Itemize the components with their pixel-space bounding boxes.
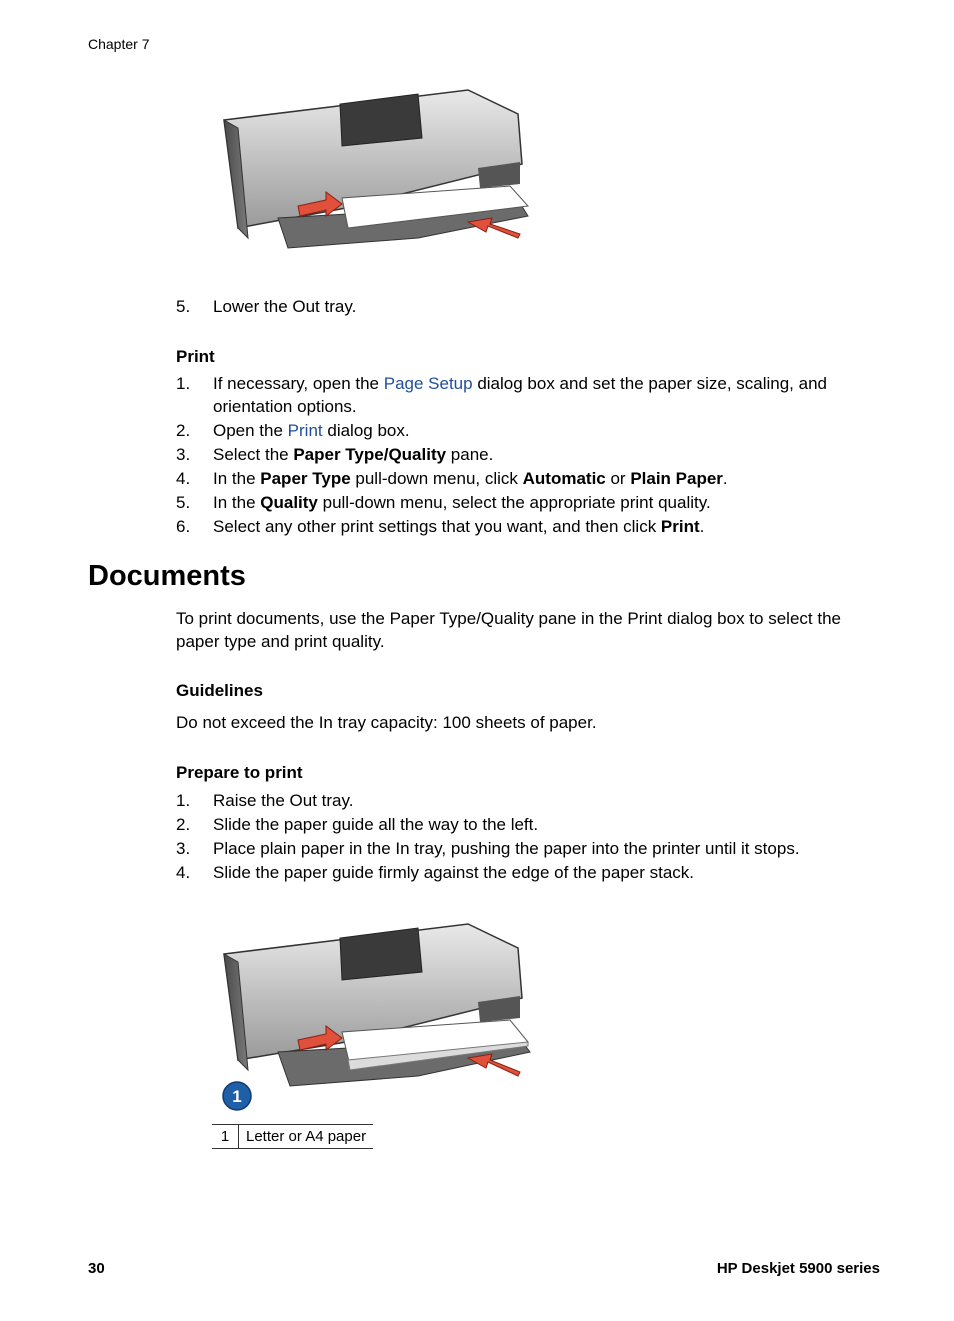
step-number: 3. bbox=[176, 445, 191, 464]
step-text: Slide the paper guide firmly against the edge of the paper stack. bbox=[213, 863, 695, 882]
list-item bbox=[176, 491, 876, 514]
step-text: pull-down menu, select the appropriate print quality. bbox=[317, 493, 711, 512]
ui-term: Automatic bbox=[522, 469, 606, 488]
product-name: HP Deskjet 5900 series bbox=[716, 1260, 880, 1277]
printer-out-tray-illustration-icon bbox=[218, 88, 538, 258]
callout-1-badge-icon bbox=[223, 1082, 251, 1110]
callout-table bbox=[212, 1124, 373, 1149]
step-text: Place plain paper in the In tray, pushing the paper into the printer until it stops. bbox=[213, 839, 800, 858]
step-text: Slide the paper guide all the way to the left. bbox=[213, 815, 539, 834]
print-link[interactable]: Print bbox=[287, 421, 323, 440]
list-item bbox=[176, 467, 876, 490]
table-row bbox=[212, 1125, 373, 1149]
ui-term: Paper Type/Quality bbox=[293, 445, 447, 464]
step-number: 5. bbox=[176, 493, 191, 512]
step-text: dialog box. bbox=[322, 421, 410, 440]
ui-term: Paper Type bbox=[260, 469, 351, 488]
step-text: Select any other print settings that you want, and then click bbox=[213, 517, 661, 536]
step-text: dialog box and set the paper size, scaling, and orientation options. bbox=[213, 374, 827, 416]
list-item bbox=[176, 295, 876, 318]
step-number: 2. bbox=[176, 815, 191, 834]
callout-number: 1 bbox=[212, 1125, 239, 1149]
prepare-heading: Prepare to print bbox=[176, 763, 303, 782]
page-number: 30 bbox=[88, 1260, 105, 1277]
step-text: If necessary, open the bbox=[213, 374, 384, 393]
step-text: or bbox=[605, 469, 631, 488]
step-text: pull-down menu, click bbox=[350, 469, 523, 488]
step-text: In the bbox=[213, 493, 261, 512]
step-text: . bbox=[722, 469, 728, 488]
ui-term: Print bbox=[660, 517, 700, 536]
list-item bbox=[176, 861, 876, 884]
step-text: . bbox=[699, 517, 705, 536]
ui-term: Plain Paper bbox=[630, 469, 723, 488]
guidelines-heading: Guidelines bbox=[176, 681, 263, 700]
documents-title: Documents bbox=[88, 560, 246, 592]
print-heading: Print bbox=[176, 347, 215, 366]
step-number: 3. bbox=[176, 839, 191, 858]
prepare-step-list bbox=[176, 789, 876, 885]
page-setup-link[interactable]: Page Setup bbox=[383, 374, 473, 393]
step-text: In the bbox=[213, 469, 261, 488]
step-number: 6. bbox=[176, 517, 191, 536]
callout-badge-number: 1 bbox=[232, 1087, 242, 1106]
callout-label: Letter or A4 paper bbox=[239, 1125, 374, 1149]
list-item bbox=[176, 443, 876, 466]
step-text: pane. bbox=[446, 445, 494, 464]
list-item bbox=[176, 813, 876, 836]
step-number: 5. bbox=[176, 297, 191, 316]
step-number: 4. bbox=[176, 863, 191, 882]
step-text: Raise the Out tray. bbox=[213, 791, 354, 810]
step-text: Open the bbox=[213, 421, 288, 440]
list-item bbox=[176, 837, 876, 860]
step-number: 2. bbox=[176, 421, 191, 440]
documents-intro: To print documents, use the Paper Type/Quality pane in the Print dialog box to select the paper type and print quality. bbox=[176, 609, 841, 651]
guidelines-text: Do not exceed the In tray capacity: 100 sheets of paper. bbox=[176, 713, 597, 732]
step-number: 1. bbox=[176, 791, 191, 810]
step-number: 4. bbox=[176, 469, 191, 488]
chapter-header: Chapter 7 bbox=[88, 36, 150, 52]
printer-in-tray-illustration-icon bbox=[218, 920, 538, 1115]
list-item bbox=[176, 372, 876, 418]
step-number: 1. bbox=[176, 374, 191, 393]
step-text: Select the bbox=[213, 445, 294, 464]
step-text: Lower the Out tray. bbox=[213, 297, 357, 316]
list-item bbox=[176, 789, 876, 812]
list-item bbox=[176, 515, 876, 538]
ui-term: Quality bbox=[260, 493, 318, 512]
print-step-list bbox=[176, 372, 876, 539]
out-tray-step-list bbox=[176, 295, 876, 319]
list-item bbox=[176, 419, 876, 442]
